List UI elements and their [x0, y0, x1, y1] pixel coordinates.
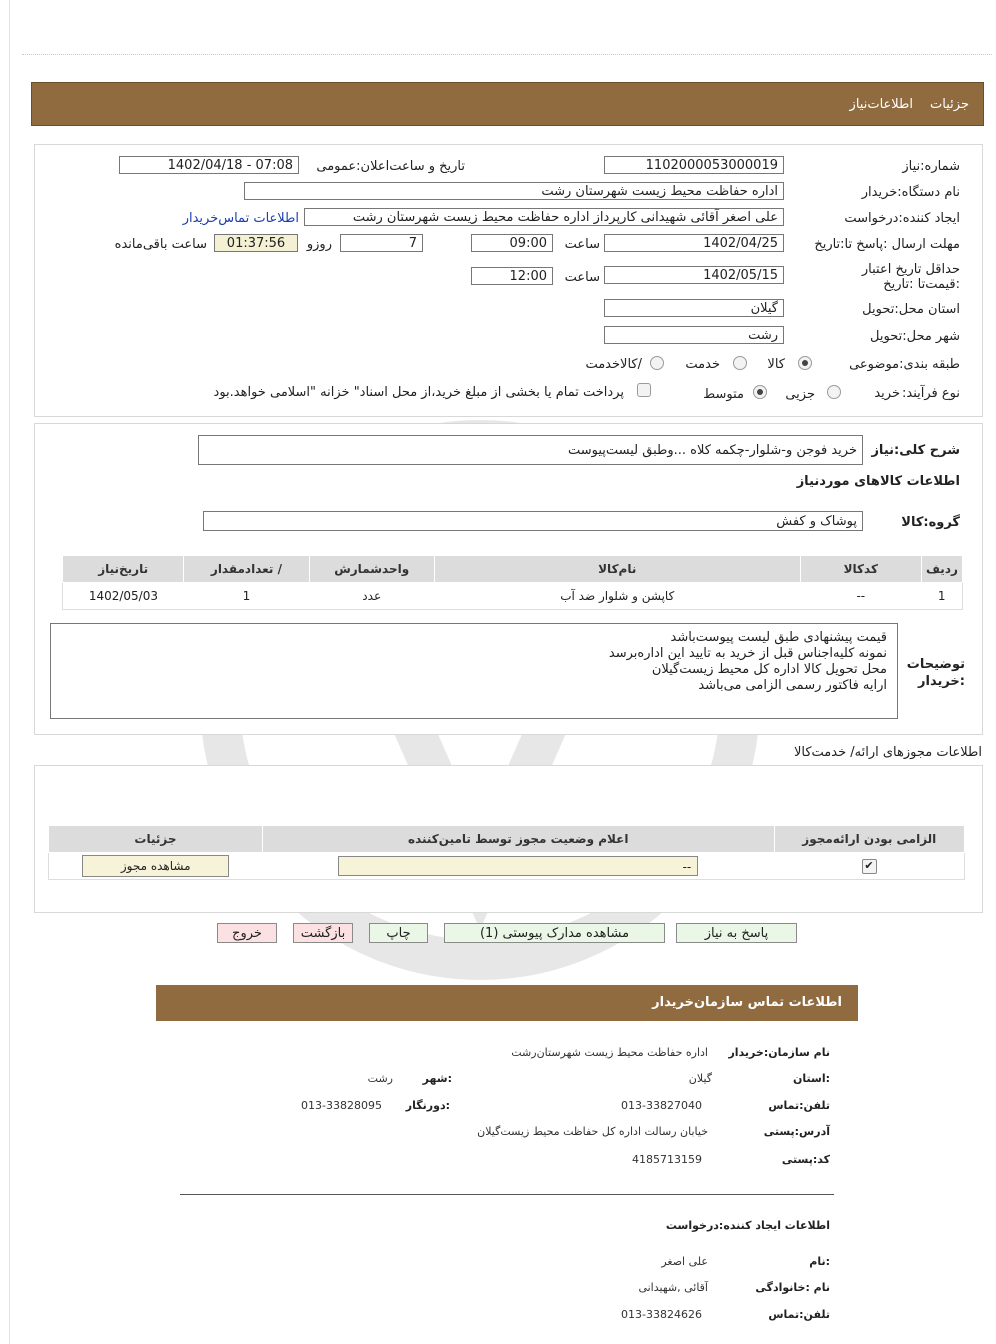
- contact-divider: [180, 1194, 834, 1195]
- permits-title: اطلاعات مجوزهای ارائه/ خدمت‌کالا: [793, 745, 982, 760]
- category-service-radio[interactable]: [733, 356, 747, 370]
- address-value: خیابان رسالت اداره کل حفاظت محیط زیست‌گیلان: [477, 1125, 708, 1138]
- province-field: گیلان: [604, 299, 784, 317]
- remaining-timer: 01:37:56: [214, 234, 298, 252]
- family-value: آقائی ,شهیدانی: [638, 1281, 708, 1294]
- back-button[interactable]: بازگشت: [293, 923, 353, 943]
- process-label: نوع فرآیند:: [902, 386, 960, 401]
- goods-table-header: [63, 556, 963, 583]
- note-line: ارایه فاکتور رسمی الزامی می‌باشد: [698, 678, 887, 693]
- name-label: :نام: [809, 1255, 830, 1268]
- permit-status-field: --: [338, 856, 698, 876]
- announce-date-field: 1402/04/18 - 07:08: [119, 156, 299, 174]
- note-line: قیمت پیشنهادی طبق لیست پیوست‌باشد: [670, 630, 887, 645]
- days-label: روزو: [306, 237, 332, 252]
- summary-label: شرح کلی:نیاز: [871, 443, 960, 458]
- process-partial-label: جزیی: [785, 387, 815, 402]
- top-divider: [22, 54, 992, 55]
- row-date: 1402/05/03: [88, 589, 158, 603]
- process-buy-label: خرید: [874, 386, 900, 401]
- category-service-label: خدمت: [685, 357, 720, 372]
- deadline-hour-label: ساعت: [564, 237, 600, 252]
- announce-label: تاریخ و ساعت‌اعلان:عمومی: [316, 159, 465, 174]
- validity-label: حداقل تاریخ اعتبار :قیمت‌تا :تاریخ: [861, 262, 960, 292]
- province-contact-value: گیلان: [688, 1072, 712, 1085]
- permits-table: [48, 825, 965, 880]
- category-label: طبقه بندی:موضوعی: [849, 357, 960, 372]
- details-header-bar: [31, 82, 984, 126]
- deadline-time-field: 09:00: [471, 234, 553, 252]
- row-unit: عدد: [362, 589, 382, 603]
- fax-value: 013-33828095: [301, 1099, 382, 1112]
- process-medium-label: متوسط: [703, 387, 744, 402]
- status-cell: [262, 853, 774, 880]
- category-goods-label: کالا: [767, 357, 785, 372]
- col-row: ردیف: [921, 556, 962, 583]
- note-line: محل تحویل کالا اداره کل محیط زیست‌گیلان: [651, 662, 887, 677]
- buyer-contact-link[interactable]: اطلاعات تماس‌خریدار: [182, 211, 299, 226]
- col-required: الزامی بودن ارائه‌مجوز: [774, 826, 964, 853]
- col-unit: واحدشمارش: [309, 556, 434, 583]
- goods-info-title: اطلاعات کالاهای موردنیاز: [796, 474, 960, 489]
- address-label: آدرس:پستی: [763, 1125, 830, 1138]
- permits-table-header: [49, 826, 965, 853]
- province-label: استان محل:تحویل: [862, 302, 960, 317]
- col-status: اعلام وضعیت مجوز توسط تامین‌کننده: [262, 826, 774, 853]
- org-value: اداره حفاظت محیط زیست شهرستان‌رشت: [511, 1046, 708, 1059]
- process-medium-radio[interactable]: [753, 385, 767, 399]
- col-qty: / تعدادمقدار: [184, 556, 309, 583]
- row-qty: 1: [242, 589, 251, 603]
- goods-group-label: گروه:کالا: [901, 515, 960, 530]
- city-field: رشت: [604, 326, 784, 344]
- buyer-notes-box: [50, 623, 898, 719]
- required-checkbox[interactable]: ✔: [862, 859, 877, 874]
- col-date: تاریخ‌نیاز: [63, 556, 184, 583]
- phone-value: 013-33827040: [621, 1099, 702, 1112]
- category-goods-radio[interactable]: [798, 356, 812, 370]
- buyer-contact-title: اطلاعات تماس سازمان‌خریدار: [652, 995, 842, 1010]
- province-contact-label: :استان: [793, 1072, 830, 1085]
- validity-time-field: 12:00: [471, 267, 553, 285]
- creator-info-title: اطلاعات ایجاد کننده:درخواست: [665, 1219, 830, 1232]
- summary-field: خرید فوجن و-شلوار-چکمه کلاه ...وطبق لیست‌پیوست: [198, 435, 863, 465]
- view-permit-button[interactable]: مشاهده مجوز: [82, 855, 229, 877]
- row-code: --: [856, 589, 866, 603]
- validity-date-field: 1402/05/15: [604, 266, 784, 284]
- table-row: [63, 583, 963, 610]
- buyer-notes-label: توضیحات :خریدار: [906, 657, 965, 689]
- goods-group-field: پوشاک و کفش: [203, 511, 863, 531]
- need-number-label: شماره:نیاز: [902, 159, 960, 174]
- col-code: کدکالا: [800, 556, 921, 583]
- goods-table: [62, 555, 963, 610]
- fax-label: :دورنگار: [405, 1099, 450, 1112]
- required-cell: [774, 853, 964, 880]
- creator-phone-value: 013-33824626: [621, 1308, 702, 1321]
- col-name: نام‌کالا: [434, 556, 800, 583]
- postal-value: 4185713159: [632, 1153, 702, 1166]
- remaining-label: ساعت باقی‌مانده: [114, 237, 207, 252]
- print-button[interactable]: چاپ: [369, 923, 428, 943]
- tab-need-info[interactable]: اطلاعات‌نیاز: [849, 97, 913, 112]
- creator-phone-label: تلفن:تماس: [768, 1308, 830, 1321]
- validity-hour-label: ساعت: [564, 270, 600, 285]
- city-label: شهر محل:تحویل: [870, 329, 960, 344]
- family-label: نام :خانوادگی: [755, 1281, 830, 1294]
- row-name: کاپشن و شلوار ضد آب: [560, 589, 675, 603]
- postal-label: کد:پستی: [781, 1153, 830, 1166]
- deadline-label: مهلت ارسال :پاسخ تا:تاریخ: [814, 237, 960, 252]
- creator-label: ایجاد کننده:درخواست: [844, 211, 960, 226]
- buyer-org-field: اداره حفاظت محیط زیست شهرستان رشت: [244, 182, 784, 200]
- org-label: نام سازمان:خریدار: [728, 1046, 830, 1059]
- creator-field: علی اصغر آقائی شهیدانی کارپرداز اداره حفاظت محیط زیست شهرستان رشت: [304, 208, 784, 226]
- name-value: علی اصغر: [661, 1255, 708, 1268]
- city-contact-label: :شهر: [422, 1072, 452, 1085]
- buyer-contact-header: [156, 985, 858, 1021]
- category-goods-service-label: /کالاخدمت: [585, 357, 642, 372]
- tab-details[interactable]: جزئیات: [930, 97, 969, 112]
- city-contact-value: رشت: [367, 1072, 393, 1085]
- details-cell: [49, 853, 263, 880]
- page-left-rule: [9, 0, 10, 1344]
- reply-button[interactable]: پاسخ به نیاز: [676, 923, 797, 943]
- buyer-org-label: نام دستگاه:خریدار: [861, 185, 960, 200]
- col-details: جزئیات: [49, 826, 263, 853]
- view-attachments-button[interactable]: مشاهده مدارک پیوستی (1): [444, 923, 665, 943]
- row-number: 1: [937, 589, 946, 603]
- table-row: [49, 853, 965, 880]
- category-goods-service-radio[interactable]: [650, 356, 664, 370]
- exit-button[interactable]: خروج: [217, 923, 277, 943]
- process-partial-radio[interactable]: [827, 385, 841, 399]
- deadline-date-field: 1402/04/25: [604, 234, 784, 252]
- days-field: 7: [340, 234, 423, 252]
- phone-label: تلفن:تماس: [768, 1099, 830, 1112]
- payment-treasury-checkbox[interactable]: [637, 383, 651, 397]
- note-line: نمونه کلیه‌اجناس قبل از خرید به تایید این اداره‌برسد: [608, 646, 887, 661]
- need-number-field: 1102000053000019: [604, 156, 784, 174]
- payment-note: پرداخت تمام یا بخشی از مبلغ خرید،از محل اسناد" خزانه "اسلامی خواهد.بود: [213, 385, 624, 400]
